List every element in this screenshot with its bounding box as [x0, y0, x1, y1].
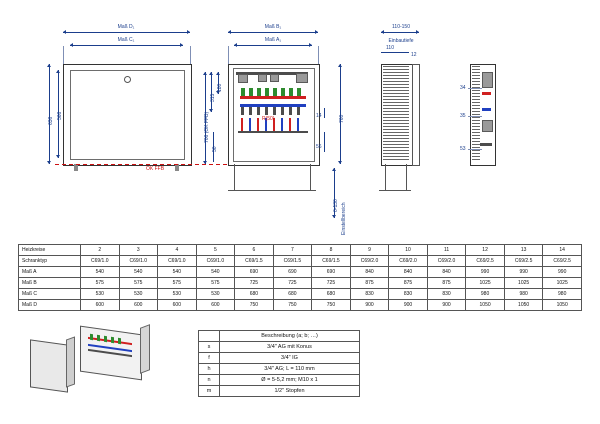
- table-row-label: Maß A: [19, 267, 81, 278]
- table-cell: 575: [81, 278, 120, 289]
- actuator: [265, 107, 268, 115]
- table-row: [19, 278, 582, 289]
- flowmeter: [241, 88, 245, 96]
- table-row-label: Schranktyp: [19, 256, 81, 267]
- table-row-label: Maß C: [19, 289, 81, 300]
- iso-flowmeter: [118, 338, 121, 344]
- table-header-cell: 14: [543, 245, 582, 256]
- dim-label-566: 566: [57, 111, 63, 120]
- detail-component: [482, 72, 493, 88]
- table-cell: 690: [273, 267, 312, 278]
- legend-symbol: h: [199, 364, 220, 375]
- legend-row: [199, 342, 360, 353]
- iso-flowmeter: [104, 336, 107, 342]
- table-cell: 750: [273, 300, 312, 311]
- dim-arrow: [228, 30, 231, 34]
- dim-arrow: [234, 43, 237, 47]
- table-cell: 875: [427, 278, 466, 289]
- legend-row: [199, 375, 360, 386]
- dim-label-56: 56: [316, 144, 322, 150]
- legend-description: 3/4" AG mit Konus: [220, 342, 360, 353]
- table-cell: C69/2.0: [350, 256, 389, 267]
- table-cell: 990: [466, 267, 505, 278]
- dim-line-14: [324, 108, 325, 118]
- component-box: [270, 74, 279, 82]
- table-cell: 875: [389, 278, 428, 289]
- table-cell: 540: [119, 267, 158, 278]
- table-cell: 680: [273, 289, 312, 300]
- leader-line: [468, 88, 482, 89]
- table-header-row: [19, 245, 582, 256]
- detail-flow: [482, 92, 491, 95]
- dim-label-50: 50: [212, 146, 218, 152]
- table-cell: C69/2.0: [389, 256, 428, 267]
- dim-line-b1: [228, 32, 318, 33]
- detail-component: [482, 120, 493, 132]
- actuator: [297, 107, 300, 115]
- table-cell: 750: [312, 300, 351, 311]
- dim-line-315: [211, 72, 212, 112]
- dim-arrow: [70, 43, 73, 47]
- dim-label-b1: Maß B₁: [264, 24, 282, 30]
- legend-row: [199, 386, 360, 397]
- table-cell: 900: [350, 300, 389, 311]
- table-header-cell: 2: [81, 245, 120, 256]
- dim-line-56: [324, 132, 325, 152]
- dim-arrow: [180, 43, 183, 47]
- iso-cabinet-side: [140, 324, 150, 374]
- stand-leg-left: [234, 164, 235, 190]
- table-cell: 830: [427, 289, 466, 300]
- table-cell: C69/1.0: [196, 256, 235, 267]
- cabinet-foot-left: [74, 164, 78, 171]
- legend-description: 3/4" AG; L = 110 mm: [220, 364, 360, 375]
- bottom-rail: [238, 131, 308, 133]
- table-cell: 1050: [504, 300, 543, 311]
- table-cell: 840: [389, 267, 428, 278]
- detail-mark-53: 53: [460, 146, 466, 152]
- table-header-cell: 11: [427, 245, 466, 256]
- dim-label-a1: Maß A₁: [264, 37, 282, 43]
- actuator: [241, 107, 244, 115]
- door-lock-icon: [124, 76, 131, 83]
- detail-return: [482, 108, 491, 111]
- legend-header-symbol: [199, 331, 220, 342]
- table-cell: 680: [312, 289, 351, 300]
- dim-line-d1: [63, 32, 190, 33]
- actuator: [289, 107, 292, 115]
- pipe-stub-flow: [289, 118, 291, 132]
- legend-symbol: n: [199, 375, 220, 386]
- legend-row: [199, 364, 360, 375]
- dim-line-110: [381, 52, 409, 53]
- side-leg-right: [406, 164, 407, 190]
- legend-header-title: Beschreibung (a; b; …): [220, 331, 360, 342]
- iso-flowmeter: [111, 337, 114, 343]
- legend-description: 3/4" IG: [220, 353, 360, 364]
- dim-arrow: [332, 215, 336, 218]
- detail-mark-35: 35: [460, 113, 466, 119]
- dim-arrow: [315, 30, 318, 34]
- dim-arrow: [203, 72, 207, 75]
- legend-symbol: m: [199, 386, 220, 397]
- table-cell: 600: [119, 300, 158, 311]
- side-leg-left: [385, 164, 386, 190]
- table-cell: C69/2.5: [504, 256, 543, 267]
- table-cell: C69/2.5: [543, 256, 582, 267]
- table-cell: 530: [81, 289, 120, 300]
- table-cell: 830: [389, 289, 428, 300]
- dim-arrow: [56, 155, 60, 158]
- table-header-cell: 5: [196, 245, 235, 256]
- iso-flowmeter: [97, 335, 100, 341]
- iso-door-face: [30, 339, 68, 392]
- table-header-cell: 7: [273, 245, 312, 256]
- table-cell: 575: [158, 278, 197, 289]
- actuator: [273, 107, 276, 115]
- pipe-stub-return: [281, 118, 283, 132]
- dim-arrow: [209, 72, 213, 75]
- table-cell: 840: [350, 267, 389, 278]
- table-header-cell: Heizkreise: [19, 245, 81, 256]
- table-cell: 980: [543, 289, 582, 300]
- dim-label-12: 12: [411, 52, 417, 58]
- label-r50: R(50): [262, 116, 275, 122]
- dim-arrow: [187, 30, 190, 34]
- iso-door-side: [66, 336, 75, 387]
- table-cell: 900: [389, 300, 428, 311]
- label-einbautiefe: Einbautiefe: [388, 38, 414, 44]
- table-cell: 990: [543, 267, 582, 278]
- table-header-cell: 6: [235, 245, 274, 256]
- table-cell: 540: [158, 267, 197, 278]
- dim-arrow: [381, 30, 384, 34]
- table-cell: C69/1.0: [81, 256, 120, 267]
- table-row: [19, 289, 582, 300]
- table-cell: 540: [81, 267, 120, 278]
- ext-line: [63, 46, 64, 64]
- flowmeter: [281, 88, 285, 96]
- legend-description: Ø = 5-5,2 mm; M10 x 1: [220, 375, 360, 386]
- detail-rail: [480, 143, 492, 146]
- legend-symbol: s: [199, 342, 220, 353]
- table-cell: 725: [312, 278, 351, 289]
- dim-arrow: [309, 43, 312, 47]
- table-header-cell: 13: [504, 245, 543, 256]
- table-cell: C69/2.0: [427, 256, 466, 267]
- legend-description: 1/2" Stopfen: [220, 386, 360, 397]
- actuator: [249, 107, 252, 115]
- flowmeter: [257, 88, 261, 96]
- table-cell: 575: [196, 278, 235, 289]
- pipe-stub-flow: [257, 118, 259, 132]
- legend-header-row: [199, 331, 360, 342]
- flowmeter: [249, 88, 253, 96]
- table-row: [19, 300, 582, 311]
- detail-hatch: [472, 66, 480, 162]
- table-cell: 680: [235, 289, 274, 300]
- table-header-cell: 8: [312, 245, 351, 256]
- leader-line: [468, 116, 482, 117]
- dim-arrow: [47, 161, 51, 164]
- table-row: [19, 256, 582, 267]
- component-box: [238, 74, 248, 83]
- dim-label-c1: Maß C₁: [117, 37, 135, 43]
- dim-arrow: [332, 168, 336, 171]
- table-cell: 750: [235, 300, 274, 311]
- dim-label-180: 180: [217, 83, 223, 92]
- dim-label-110: 110: [386, 45, 394, 51]
- dim-arrow: [416, 30, 419, 34]
- dim-label-636: 636: [48, 116, 54, 125]
- table-row: [19, 267, 582, 278]
- table-cell: 900: [427, 300, 466, 311]
- dim-arrow: [203, 161, 207, 164]
- legend-table: [198, 330, 360, 397]
- pipe-stub-return: [297, 118, 299, 132]
- table-cell: 830: [350, 289, 389, 300]
- actuator: [281, 107, 284, 115]
- dim-arrow: [216, 72, 220, 75]
- table-header-cell: 3: [119, 245, 158, 256]
- dim-label-315: 315: [210, 93, 216, 102]
- ext-line: [190, 46, 191, 64]
- legend-row: [199, 353, 360, 364]
- table-cell: 575: [119, 278, 158, 289]
- dim-arrow: [47, 64, 51, 67]
- side-body-hatch: [383, 66, 409, 162]
- table-cell: 875: [350, 278, 389, 289]
- table-cell: 600: [158, 300, 197, 311]
- flowmeter: [273, 88, 277, 96]
- dimension-table: [18, 244, 582, 311]
- table-cell: 540: [196, 267, 235, 278]
- table-cell: C69/1.0: [119, 256, 158, 267]
- component-box: [296, 73, 308, 83]
- table-cell: C69/1.5: [312, 256, 351, 267]
- table-header-cell: 4: [158, 245, 197, 256]
- detail-mark-34: 34: [460, 85, 466, 91]
- dim-label-14: 14: [316, 113, 322, 119]
- table-cell: 690: [312, 267, 351, 278]
- dim-line-a1: [234, 45, 312, 46]
- dim-arrow: [338, 161, 342, 164]
- table-cell: 980: [466, 289, 505, 300]
- stand-base: [228, 190, 316, 191]
- table-row-label: Maß B: [19, 278, 81, 289]
- table-cell: 725: [235, 278, 274, 289]
- side-base: [379, 190, 411, 191]
- legend-symbol: f: [199, 353, 220, 364]
- table-cell: C69/1.5: [273, 256, 312, 267]
- dim-arrow: [56, 70, 60, 73]
- ext-line: [228, 46, 229, 64]
- cabinet-door-panel: [70, 70, 185, 160]
- table-cell: 1025: [504, 278, 543, 289]
- table-cell: 600: [81, 300, 120, 311]
- table-row-label: Maß D: [19, 300, 81, 311]
- component-box: [258, 74, 267, 82]
- table-cell: C69/2.5: [466, 256, 505, 267]
- actuator: [257, 107, 260, 115]
- dim-label-d1: Maß D₁: [117, 24, 135, 30]
- table-cell: 725: [273, 278, 312, 289]
- table-header-cell: 10: [389, 245, 428, 256]
- pipe-stub-return: [249, 118, 251, 132]
- flowmeter: [289, 88, 293, 96]
- dim-arrow: [63, 30, 66, 34]
- flow-manifold-bar: [240, 96, 306, 99]
- dim-label-760: 760: [339, 114, 345, 123]
- ext-line: [318, 46, 319, 64]
- label-einstellbereich: Einstellbereich: [341, 202, 347, 235]
- table-cell: 1025: [543, 278, 582, 289]
- pipe-stub-flow: [241, 118, 243, 132]
- dim-label-0-130: 0-130: [333, 199, 339, 212]
- dim-label-706: 706 (OK FFB): [204, 111, 210, 143]
- table-cell: 980: [504, 289, 543, 300]
- flowmeter: [265, 88, 269, 96]
- leader-line: [468, 149, 482, 150]
- table-cell: 1050: [543, 300, 582, 311]
- dim-line-depth: [381, 32, 419, 33]
- dim-line-636: [49, 64, 50, 164]
- flowmeter: [297, 88, 301, 96]
- table-cell: 530: [158, 289, 197, 300]
- table-cell: 840: [427, 267, 466, 278]
- table-cell: 530: [196, 289, 235, 300]
- dim-arrow: [338, 64, 342, 67]
- table-cell: C69/1.5: [235, 256, 274, 267]
- stand-leg-right: [310, 164, 311, 190]
- table-cell: 600: [196, 300, 235, 311]
- iso-flowmeter: [90, 334, 93, 340]
- table-cell: 1025: [466, 278, 505, 289]
- table-cell: 1050: [466, 300, 505, 311]
- dim-label-depth: 110-150: [392, 24, 410, 30]
- cabinet-foot-right: [175, 164, 179, 171]
- dim-line-c1: [70, 45, 183, 46]
- side-door: [412, 64, 420, 166]
- ok-ffb-label: OK FFB: [146, 166, 165, 172]
- table-header-cell: 9: [350, 245, 389, 256]
- table-header-cell: 12: [466, 245, 505, 256]
- table-cell: 990: [504, 267, 543, 278]
- table-cell: C69/1.0: [158, 256, 197, 267]
- table-cell: 530: [119, 289, 158, 300]
- table-cell: 690: [235, 267, 274, 278]
